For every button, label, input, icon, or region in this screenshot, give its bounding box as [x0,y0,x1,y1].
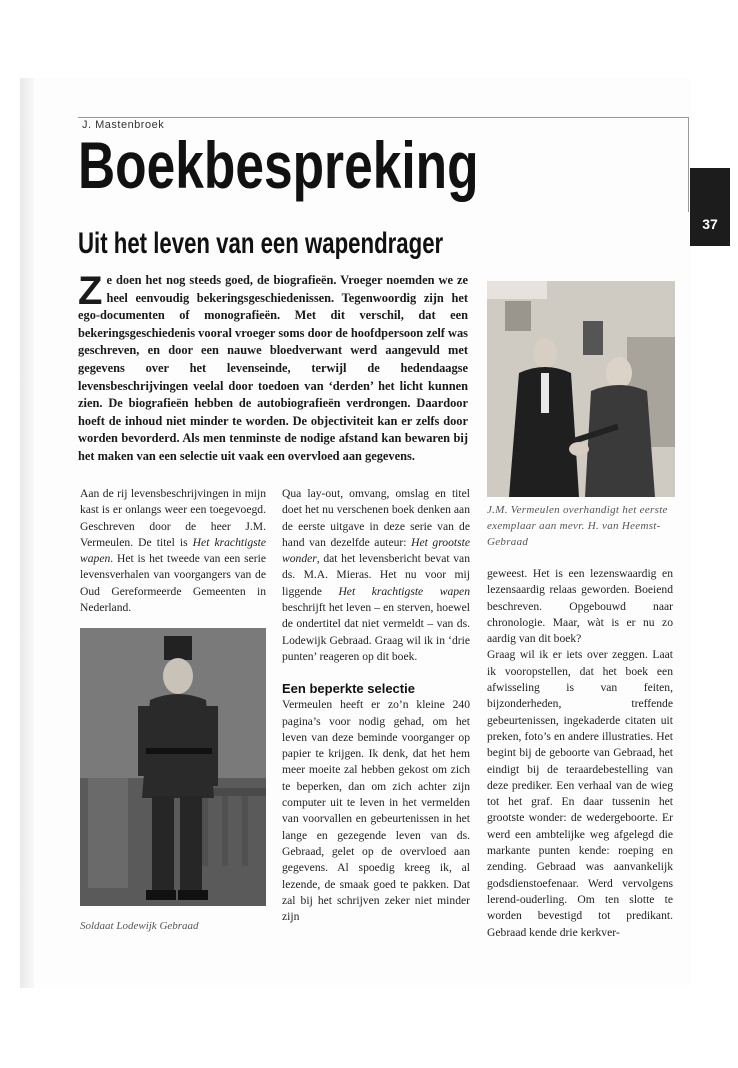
header-rule [78,117,688,118]
handover-photo [487,281,675,497]
intro-text: e doen het nog steeds goed, de biografieën. Vroeger noemden we ze heel eenvoudig bekeringsgeschiedenissen. Tegenwoordig zijn het ego-documenten of monografieën. Met dit verschil, dat een bekeringsgeschiedenis vooral vroeger soms door de hoofdpersoon zelf was geschreven, en door een nauwe bloedverwant werd aangevuld met gegevens over het levenseinde, terwijl de hedendaagse levensbeschrijvingen veelal door toedoen van ‘derden’ het licht kunnen zien. De biografieën hebben de autobiografieën verdrongen. Daardoor hoeft de inhoud niet minder te worden. De objectiviteit kan er zelfs door worden bevorderd. Als men tenminste de nodige afstand kan bewaren bij het maken van een selectie uit vaak een overvloed aan gegevens. [78,273,468,463]
article-subtitle: Uit het leven van een wapendrager [78,227,444,260]
intro-paragraph [78,269,468,466]
book-title: Het krachtigste wapen [80,535,266,566]
book-title: Het krachtigste wapen [338,584,470,598]
book-title: Het grootste wonder [282,535,470,566]
soldier-photo [80,628,266,906]
page-gutter-shadow [20,78,34,988]
paragraph: geweest. Het is een lezenswaardig en lezensaardig relaas geworden. Boeiend beschreven. Opgebouwd naar chronologie. Maar, wàt is er nu zo aardig van dit boek? [487,567,673,646]
section-heading: Een beperkte selectie [282,681,415,697]
soldier-illustration [80,628,266,906]
paragraph: Aan de rij levensbeschrijvingen in mijn kast is er onlangs weer een toegevoegd. Geschreven door de heer J.M. Vermeulen. De titel is Het krachtigste wapen. Het is het tweede van een serie levensverhalen van voorgangers van de Oud Gereformeerde Gemeenten in Nederland. [80,487,266,615]
handover-illustration [487,281,675,497]
article-column-3 [487,566,673,941]
paragraph: Vermeulen heeft er zo’n kleine 240 pagina’s voor nodig gehad, om het leven van deze beminde voorganger op papier te krijgen. Ik denk, dat het hem meer moeite zal hebben gekost om zich te beperken, dan om zich achter zijn computer uit te leven in het vermelden van voorvallen en gebeurtenissen in het lange en gezegende leven van ds. Gebraad, gelet op de overvloed aan gegevens. Al spoedig kreeg ik, al lezende, de smaak goed te pakken. Dat zal bij het schrijven zeker niet minder zijn [282,698,470,924]
drop-cap: Z [78,269,103,313]
handover-photo-caption: J.M. Vermeulen overhandigt het eerste exemplaar aan mevr. H. van Heemst-Gebraad [487,504,668,548]
page-number: 37 [702,216,718,232]
author-name: J. Mastenbroek [82,119,165,131]
page-number-tab [690,168,730,246]
header-rule-vertical [688,117,689,212]
paragraph: Graag wil ik er iets over zeggen. Laat ik vooropstellen, dat het boek een afwisseling is van feiten, bijzonderheden, treffende gebeurtenissen, ingekaderde citaten uit preken, foto’s en andere illustraties. Het begint bij de geboorte van Gebraad, het eindigt bij de teraardebestelling van deze prediker. Een verhaal van de wieg tot het graf. En daar tussenin het grootste wonder: de wedergeboorte. Er werd een ambtelijke weg afgelegd die markante punten kende: roeping en zending. Gebraad was aanvankelijk godsdienstoefenaar. Werd vervolgens lerend-ouderling. Om ten slotte te worden bevestigd tot predikant. Gebraad kende drie kerkver- [487,648,673,939]
soldier-photo-caption: Soldaat Lodewijk Gebraad [80,920,199,932]
paragraph: Qua lay-out, omvang, omslag en titel doet het nu verschenen boek denken aan de eerste uitgave in deze serie van de hand van dezelfde auteur: Het grootste wonder, dat het levensbericht bevat van ds. M.A. Mieras. Het nu voor mij liggende Het krachtigste wapen beschrijft het leven – en sterven, hoewel de ondertitel dat niet vermeldt – van ds. Lodewijk Gebraad. Graag wil ik in ‘drie punten’ reageren op dit boek. [282,487,470,663]
article-column-2 [282,486,470,925]
article-column-1 [80,486,266,616]
page-title: Boekbespreking [78,128,479,202]
